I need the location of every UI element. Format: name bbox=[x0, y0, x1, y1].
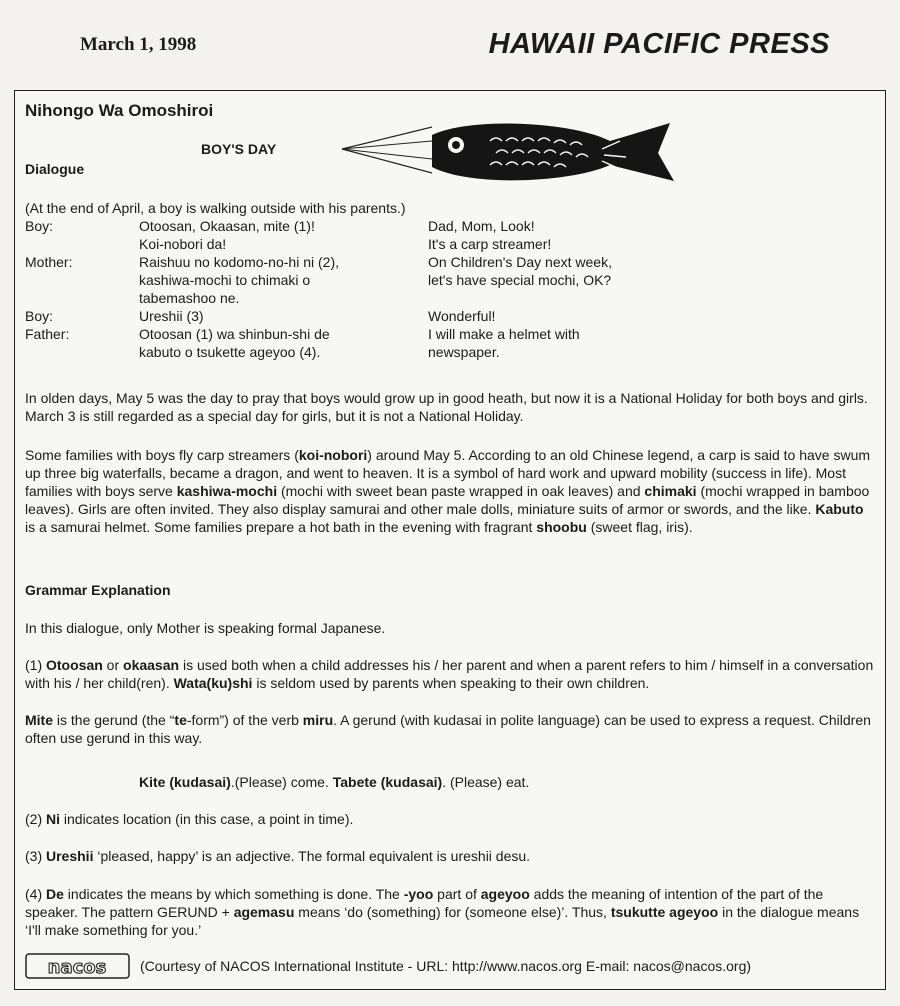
grammar-note-2 bbox=[25, 810, 875, 828]
paragraph-holiday: In olden days, May 5 was the day to pray that boys would grow up in good heath, but now it is a National Holiday for both boys and girls. March 3 is still regarded as a special day for girls, but it is not a National Holiday. bbox=[25, 390, 868, 424]
text: indicates the means by which something is done. The bbox=[63, 886, 404, 902]
jp-text: kabuto o tsukette ageyoo (4). bbox=[139, 344, 321, 360]
jp-text: Otoosan (1) wa shinbun-shi de bbox=[139, 326, 330, 342]
en-text: newspaper. bbox=[428, 344, 500, 360]
dialogue-row bbox=[25, 325, 865, 361]
grammar-note-4 bbox=[25, 885, 875, 939]
text: (mochi with sweet bean paste wrapped in oak leaves) and bbox=[277, 483, 645, 499]
text: -form”) of the verb bbox=[186, 712, 303, 728]
jp-text: Koi-nobori da! bbox=[139, 236, 227, 252]
text: ) around May 5. According to an old Chinese legend, a carp is said to have swum up three big waterfalls, became a dragon, and went to heaven. It is a symbol of hard work and upward mobility (success in life). Most families with boys serve bbox=[25, 447, 871, 499]
term: Otoosan bbox=[46, 657, 103, 673]
grammar-note-1 bbox=[25, 656, 875, 692]
paragraph-customs bbox=[25, 446, 875, 536]
term: agemasu bbox=[233, 904, 295, 920]
jp-text: Otoosan, Okaasan, mite (1)! bbox=[139, 218, 315, 234]
term: Wata(ku)shi bbox=[173, 675, 253, 691]
text: (2) bbox=[25, 811, 46, 827]
term: miru bbox=[302, 712, 334, 728]
japanese-line bbox=[139, 253, 428, 307]
term: ageyoo bbox=[480, 886, 530, 902]
term: De bbox=[46, 886, 64, 902]
text: (3) bbox=[25, 848, 46, 864]
text: adds the meaning of intention of the part of the speaker. The pattern GERUND + bbox=[25, 886, 824, 920]
text: . A gerund (with kudasai in polite language) can be used to express a request. Children often use gerund in this way. bbox=[25, 712, 871, 746]
grammar-note-mite bbox=[25, 711, 875, 747]
japanese-line bbox=[139, 307, 428, 325]
text: is used both when a child addresses his / her parent and when a parent refers to him / himself in a conversation with his / her child(ren). bbox=[25, 657, 874, 691]
en-text: I will make a helmet with bbox=[428, 326, 580, 342]
english-line bbox=[428, 217, 865, 253]
text: (4) bbox=[25, 886, 46, 902]
text: (mochi wrapped in bamboo leaves). Girls are often invited. They also display samurai and other male dolls, miniature suits of armor or swords, and the like. bbox=[25, 483, 870, 517]
japanese-line bbox=[139, 325, 428, 361]
speaker: Father: bbox=[25, 326, 70, 342]
text: is the gerund (the “ bbox=[53, 712, 175, 728]
term: te bbox=[174, 712, 187, 728]
en-text: On Children's Day next week, bbox=[428, 254, 612, 270]
grammar-note-3 bbox=[25, 847, 875, 865]
courtesy-line: (Courtesy of NACOS International Institute - URL: http://www.nacos.org E-mail: nacos@nacos.org) bbox=[140, 958, 752, 974]
english-line bbox=[428, 253, 865, 307]
grammar-intro: In this dialogue, only Mother is speaking formal Japanese. bbox=[25, 620, 386, 636]
jp-text: tabemashoo ne. bbox=[139, 290, 240, 306]
dialogue-label: Dialogue bbox=[25, 161, 85, 177]
en-text: Dad, Mom, Look! bbox=[428, 218, 535, 234]
jp-text: kashiwa-mochi to chimaki o bbox=[139, 272, 311, 288]
term: -yoo bbox=[403, 886, 434, 902]
term: Ureshii bbox=[46, 848, 94, 864]
text: means ‘do (something) for (someone else)’. Thus, bbox=[294, 904, 611, 920]
footer bbox=[25, 951, 751, 981]
header-date: March 1, 1998 bbox=[80, 34, 197, 55]
text: (1) bbox=[25, 657, 46, 673]
jp-text: Ureshii (3) bbox=[139, 308, 204, 324]
term: Kabuto bbox=[815, 501, 864, 517]
en-text: Wonderful! bbox=[428, 308, 496, 324]
term: okaasan bbox=[123, 657, 180, 673]
term: Ni bbox=[46, 811, 60, 827]
dialogue-row bbox=[25, 217, 865, 253]
text: .(Please) come. bbox=[230, 774, 333, 790]
term: Mite bbox=[25, 712, 53, 728]
carp-streamer-illustration bbox=[340, 121, 680, 191]
english-line bbox=[428, 325, 865, 361]
jp-text: Raishuu no kodomo-no-hi ni (2), bbox=[139, 254, 339, 270]
term: kashiwa-mochi bbox=[176, 483, 278, 499]
english-line bbox=[428, 307, 865, 325]
article-title: BOY'S DAY bbox=[201, 141, 277, 157]
newspaper-title: HAWAII PACIFIC PRESS bbox=[488, 28, 830, 60]
speaker: Boy: bbox=[25, 218, 54, 234]
term: Kite (kudasai) bbox=[139, 774, 231, 790]
speaker: Boy: bbox=[25, 308, 54, 324]
nacos-logo-icon bbox=[25, 952, 130, 980]
term: shoobu bbox=[536, 519, 587, 535]
dialogue bbox=[25, 199, 865, 361]
text: (sweet flag, iris). bbox=[586, 519, 693, 535]
text: in the dialogue means ‘I'll make something for you.’ bbox=[25, 904, 860, 938]
text: or bbox=[102, 657, 124, 673]
text: is a samurai helmet. Some families prepare a hot bath in the evening with fragrant bbox=[25, 519, 537, 535]
term: Tabete (kudasai) bbox=[332, 774, 443, 790]
text: . (Please) eat. bbox=[442, 774, 530, 790]
text: ‘pleased, happy’ is an adjective. The formal equivalent is ureshii desu. bbox=[93, 848, 531, 864]
en-text: It's a carp streamer! bbox=[428, 236, 552, 252]
dialogue-row bbox=[25, 253, 865, 307]
grammar-heading: Grammar Explanation bbox=[25, 582, 171, 598]
en-text: let's have special mochi, OK? bbox=[428, 272, 612, 288]
text: indicates location (in this case, a point in time). bbox=[60, 811, 354, 827]
speaker: Mother: bbox=[25, 254, 73, 270]
text: part of bbox=[433, 886, 481, 902]
column-title: Nihongo Wa Omoshiroi bbox=[25, 101, 214, 120]
grammar-example bbox=[139, 774, 529, 790]
text: Some families with boys fly carp streamers ( bbox=[25, 447, 299, 463]
term: koi-nobori bbox=[298, 447, 368, 463]
term: chimaki bbox=[644, 483, 697, 499]
text: is seldom used by parents when speaking to their own children. bbox=[252, 675, 650, 691]
article-box bbox=[14, 90, 886, 990]
svg-text:nacos: nacos bbox=[47, 957, 107, 978]
japanese-line bbox=[139, 217, 428, 253]
term: tsukutte ageyoo bbox=[610, 904, 719, 920]
dialogue-row bbox=[25, 307, 865, 325]
dialogue-intro: (At the end of April, a boy is walking outside with his parents.) bbox=[25, 200, 406, 216]
